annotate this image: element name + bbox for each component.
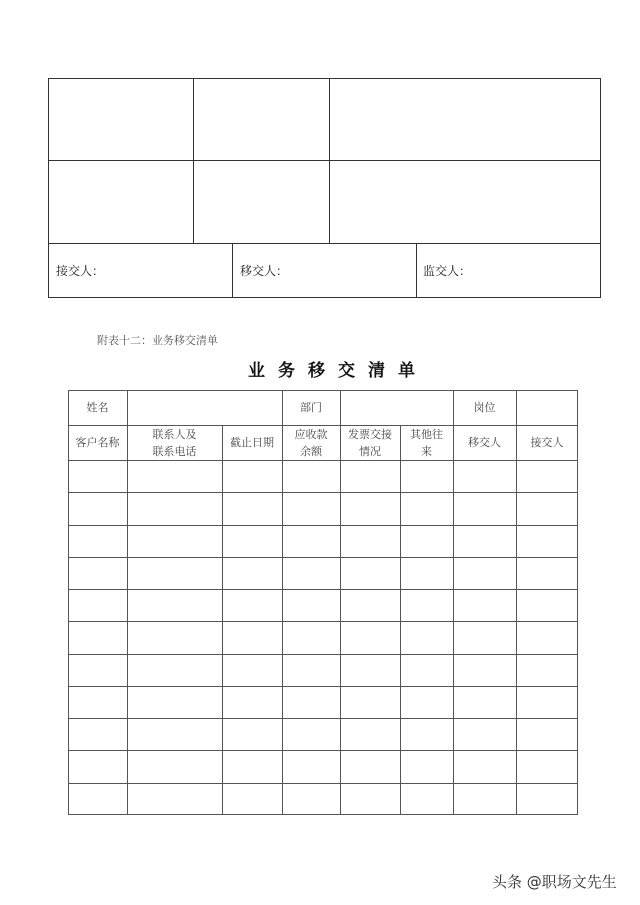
table-cell[interactable] <box>282 492 340 524</box>
table-cell[interactable] <box>222 783 282 815</box>
top-table-cell-r2c2[interactable] <box>194 161 329 243</box>
table-cell[interactable] <box>222 492 282 524</box>
header-transferor <box>453 425 516 460</box>
header-line: 移交人 <box>468 436 501 449</box>
table-cell[interactable] <box>127 460 222 492</box>
table-cell[interactable] <box>68 460 127 492</box>
header-line: 情况 <box>359 444 381 458</box>
table-cell[interactable] <box>400 654 453 686</box>
table-cell[interactable] <box>340 460 400 492</box>
table-cell[interactable] <box>340 557 400 589</box>
table-cell[interactable] <box>282 750 340 782</box>
table-cell[interactable] <box>68 589 127 621</box>
table-cell[interactable] <box>516 686 578 718</box>
table-cell[interactable] <box>400 686 453 718</box>
table-cell[interactable] <box>127 525 222 557</box>
table-cell[interactable] <box>222 654 282 686</box>
receiver-signature-field[interactable] <box>110 250 228 292</box>
table-cell[interactable] <box>340 525 400 557</box>
table-cell[interactable] <box>340 654 400 686</box>
table-cell[interactable] <box>340 621 400 653</box>
table-cell[interactable] <box>453 525 516 557</box>
supervisor-signature-field[interactable] <box>477 250 595 292</box>
table-cell[interactable] <box>453 750 516 782</box>
header-invoice-handover-status <box>340 425 400 460</box>
table-cell[interactable] <box>68 621 127 653</box>
table-cell[interactable] <box>282 557 340 589</box>
table-cell[interactable] <box>282 654 340 686</box>
table-cell[interactable] <box>340 750 400 782</box>
table-cell[interactable] <box>453 686 516 718</box>
table-cell[interactable] <box>400 589 453 621</box>
position-label: 岗位 <box>473 401 496 414</box>
department-field[interactable] <box>340 390 453 425</box>
table-cell[interactable] <box>282 718 340 750</box>
header-line: 联系电话 <box>152 444 197 458</box>
table-cell[interactable] <box>400 718 453 750</box>
table-cell[interactable] <box>400 525 453 557</box>
table-cell[interactable] <box>282 686 340 718</box>
table-cell[interactable] <box>516 589 578 621</box>
table-cell[interactable] <box>127 621 222 653</box>
top-table-cell-r2c1[interactable] <box>49 161 193 243</box>
table-cell[interactable] <box>68 750 127 782</box>
header-line: 来 <box>421 444 432 458</box>
table-cell[interactable] <box>516 460 578 492</box>
table-cell[interactable] <box>453 589 516 621</box>
top-table-row-divider <box>48 243 601 244</box>
table-cell[interactable] <box>516 654 578 686</box>
receiver-signature-label: 接交人： <box>56 264 105 278</box>
table-cell[interactable] <box>68 525 127 557</box>
signature-col-divider <box>416 243 417 298</box>
table-cell[interactable] <box>222 718 282 750</box>
header-receivable-balance <box>282 425 340 460</box>
table-cell[interactable] <box>127 783 222 815</box>
table-cell[interactable] <box>400 621 453 653</box>
table-cell[interactable] <box>400 557 453 589</box>
table-cell[interactable] <box>222 621 282 653</box>
table-cell[interactable] <box>282 621 340 653</box>
signature-col-divider <box>232 243 233 298</box>
table-cell[interactable] <box>400 783 453 815</box>
table-cell[interactable] <box>127 750 222 782</box>
appendix-caption: 附表十二：业务移交清单 <box>97 334 218 347</box>
page-title: 业务移交清单 <box>248 361 428 381</box>
transferor-signature-field[interactable] <box>294 250 412 292</box>
header-line: 余额 <box>300 444 322 458</box>
table-cell[interactable] <box>516 750 578 782</box>
table-cell[interactable] <box>516 492 578 524</box>
header-line: 应收款 <box>294 427 328 441</box>
table-cell[interactable] <box>222 557 282 589</box>
header-receiver <box>516 425 578 460</box>
watermark: 头条 @职场文先生 <box>492 873 617 891</box>
table-cell[interactable] <box>222 460 282 492</box>
header-line: 客户名称 <box>75 436 120 449</box>
table-cell[interactable] <box>453 492 516 524</box>
table-cell[interactable] <box>340 718 400 750</box>
table-cell[interactable] <box>516 621 578 653</box>
table-cell[interactable] <box>340 492 400 524</box>
table-cell[interactable] <box>68 718 127 750</box>
table-cell[interactable] <box>453 621 516 653</box>
table-cell[interactable] <box>222 750 282 782</box>
header-line: 截止日期 <box>230 436 274 449</box>
header-line: 接交人 <box>530 436 564 449</box>
table-cell[interactable] <box>127 557 222 589</box>
position-field[interactable] <box>516 390 578 425</box>
table-cell[interactable] <box>453 654 516 686</box>
table-cell[interactable] <box>453 557 516 589</box>
transferor-signature-label: 移交人： <box>240 264 289 278</box>
top-table-cell-r1c1[interactable] <box>49 79 193 160</box>
table-cell[interactable] <box>400 750 453 782</box>
header-contact-person-phone <box>127 425 222 460</box>
top-table-cell-r2c3[interactable] <box>330 161 600 243</box>
table-cell[interactable] <box>68 557 127 589</box>
table-cell[interactable] <box>282 783 340 815</box>
top-table-cell-r1c2[interactable] <box>194 79 329 160</box>
header-line: 发票交接 <box>348 427 392 441</box>
table-cell[interactable] <box>340 589 400 621</box>
table-cell[interactable] <box>516 557 578 589</box>
table-cell[interactable] <box>222 686 282 718</box>
table-cell[interactable] <box>516 783 578 815</box>
header-other-dealings <box>400 425 453 460</box>
table-cell[interactable] <box>127 654 222 686</box>
table-cell[interactable] <box>68 783 127 815</box>
table-cell[interactable] <box>282 525 340 557</box>
table-cell[interactable] <box>127 718 222 750</box>
top-table-cell-r1c3[interactable] <box>330 79 600 160</box>
table-cell[interactable] <box>453 460 516 492</box>
table-cell[interactable] <box>68 686 127 718</box>
name-field[interactable] <box>127 390 282 425</box>
table-cell[interactable] <box>516 525 578 557</box>
header-line: 联系人及 <box>152 427 197 441</box>
table-cell[interactable] <box>127 589 222 621</box>
table-cell[interactable] <box>282 589 340 621</box>
supervisor-signature-label: 监交人： <box>423 264 472 278</box>
name-label: 姓名 <box>86 401 109 414</box>
table-cell[interactable] <box>68 492 127 524</box>
table-cell[interactable] <box>222 525 282 557</box>
table-cell[interactable] <box>340 686 400 718</box>
table-cell[interactable] <box>340 783 400 815</box>
table-cell[interactable] <box>127 492 222 524</box>
table-cell[interactable] <box>453 718 516 750</box>
table-cell[interactable] <box>400 460 453 492</box>
table-cell[interactable] <box>282 460 340 492</box>
table-cell[interactable] <box>222 589 282 621</box>
department-label: 部门 <box>300 401 322 414</box>
header-customer-name <box>68 425 127 460</box>
table-cell[interactable] <box>516 718 578 750</box>
table-cell[interactable] <box>68 654 127 686</box>
table-cell[interactable] <box>127 686 222 718</box>
table-cell[interactable] <box>400 492 453 524</box>
header-deadline-date <box>222 425 282 460</box>
header-line: 其他往 <box>410 427 443 441</box>
table-cell[interactable] <box>453 783 516 815</box>
